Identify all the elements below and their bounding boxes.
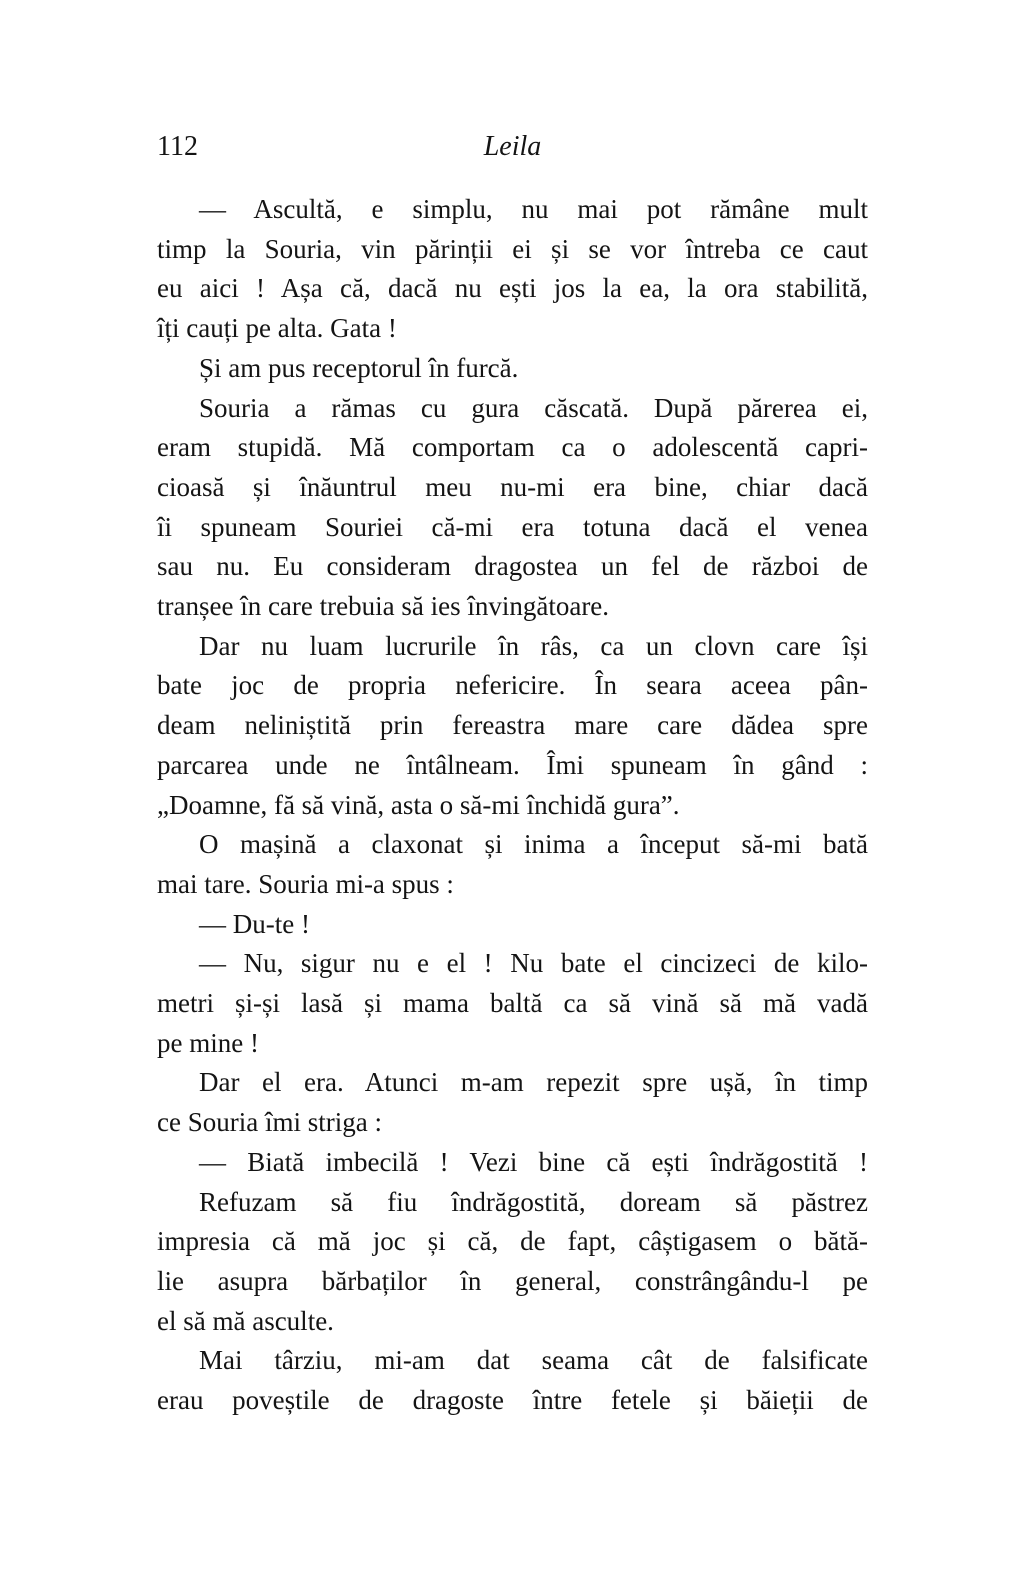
text-line: eram stupidă. Mă comportam ca o adolescentă capri-: [157, 432, 868, 463]
text-line: Și am pus receptorul în furcă.: [199, 352, 519, 383]
page-number: 112: [157, 131, 198, 162]
text-line: — Du-te !: [199, 908, 310, 939]
text-line: eu aici ! Așa că, dacă nu ești jos la ea, la ora stabilită,: [157, 273, 868, 304]
text-line: Dar el era. Atunci m-am repezit spre ușă, în timp: [199, 1067, 868, 1098]
text-line: erau poveștile de dragoste între fetele și băieții de: [157, 1385, 868, 1416]
text-line: timp la Souria, vin părinții ei și se vor întreba ce caut: [157, 233, 868, 264]
paragraph: [157, 1183, 868, 1342]
paragraph: [157, 1143, 868, 1183]
text-line: cioasă și înăuntrul meu nu-mi era bine, chiar dacă: [157, 471, 868, 502]
text-line: parcarea unde ne întâlneam. Îmi spuneam în gând :: [157, 749, 868, 780]
paragraph: [157, 825, 868, 904]
paragraph: [157, 627, 868, 826]
text-line: — Biată imbecilă ! Vezi bine că ești îndrăgostită !: [199, 1146, 868, 1177]
text-line: ce Souria îmi striga :: [157, 1107, 382, 1138]
paragraph: [157, 349, 868, 389]
text-line: „Doamne, fă să vină, asta o să-mi închidă gura”.: [157, 789, 680, 820]
text-line: bate joc de propria nefericire. În seara aceea pân-: [157, 670, 868, 701]
text-line: îi spuneam Souriei că-mi era totuna dacă el venea: [157, 511, 868, 542]
text-line: pe mine !: [157, 1027, 259, 1058]
text-line: Mai târziu, mi-am dat seama cât de falsificate: [199, 1345, 868, 1376]
page-header: [157, 130, 868, 164]
paragraph: [157, 190, 868, 349]
text-line: Dar nu luam lucrurile în râs, ca un clovn care își: [199, 630, 868, 661]
text-line: — Nu, sigur nu e el ! Nu bate el cincizeci de kilo-: [199, 948, 868, 979]
text-line: mai tare. Souria mi-a spus :: [157, 868, 454, 899]
text-line: el să mă asculte.: [157, 1305, 334, 1336]
text-line: metri și-și lasă și mama baltă ca să vină să mă vadă: [157, 988, 868, 1019]
text-line: impresia că mă joc și că, de fapt, câștigasem o bătă-: [157, 1226, 868, 1257]
paragraph: [157, 1063, 868, 1142]
page-body: [157, 190, 868, 1421]
paragraph: [157, 1341, 868, 1420]
running-title: Leila: [483, 131, 542, 162]
text-line: Souria a rămas cu gura căscată. După părerea ei,: [199, 392, 868, 423]
text-line: sau nu. Eu consideram dragostea un fel de război de: [157, 551, 868, 582]
text-line: tranșee în care trebuia să ies învingătoare.: [157, 591, 610, 622]
paragraph: [157, 905, 868, 945]
paragraph: [157, 944, 868, 1063]
text-line: O mașină a claxonat și inima a început să-mi bată: [199, 829, 868, 860]
text-line: deam neliniștită prin fereastra mare care dădea spre: [157, 710, 868, 741]
text-line: îți cauți pe alta. Gata !: [157, 313, 397, 344]
text-line: lie asupra bărbaților în general, constrângându-l pe: [157, 1265, 868, 1296]
text-line: Refuzam să fiu îndrăgostită, doream să păstrez: [199, 1186, 868, 1217]
paragraph: [157, 389, 868, 627]
text-line: — Ascultă, e simplu, nu mai pot rămâne mult: [199, 194, 868, 224]
